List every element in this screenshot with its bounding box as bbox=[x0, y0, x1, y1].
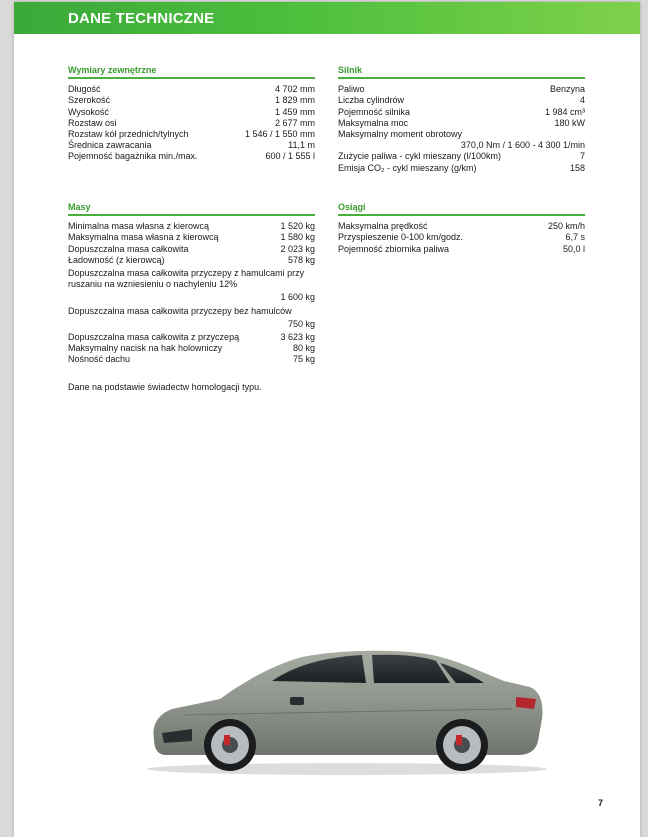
spec-value: Benzyna bbox=[549, 84, 585, 95]
spec-row bbox=[68, 140, 315, 151]
spec-row bbox=[338, 129, 585, 151]
spec-label: Maksymalna moc bbox=[338, 117, 409, 128]
spec-value: 750 kg bbox=[287, 318, 315, 329]
spec-value: 80 kg bbox=[292, 343, 315, 354]
spec-label: Maksymalny moment obrotowy bbox=[338, 129, 463, 140]
spec-row bbox=[68, 107, 315, 118]
spec-value: 50,0 l bbox=[562, 243, 585, 254]
spec-label: Pojemność zbiornika paliwa bbox=[338, 243, 450, 254]
spec-value: 600 / 1 555 l bbox=[265, 151, 315, 162]
spec-value: 250 km/h bbox=[547, 221, 585, 232]
spec-label: Długość bbox=[68, 84, 101, 95]
section-performance bbox=[338, 202, 585, 255]
spec-label: Wysokość bbox=[68, 106, 109, 117]
spec-value: 1 459 mm bbox=[274, 106, 315, 117]
spec-row bbox=[68, 95, 315, 106]
spec-label: Rozstaw kół przednich/tylnych bbox=[68, 129, 189, 140]
spec-label: Nośność dachu bbox=[68, 354, 131, 365]
spec-label: Dopuszczalna masa całkowita przyczepy bez hamulców bbox=[68, 305, 292, 316]
homologation-footnote: Dane na podstawie świadectw homologacji typu. bbox=[68, 382, 262, 392]
spec-label: Zużycie paliwa - cykl mieszany (l/100km) bbox=[338, 151, 502, 162]
spec-row bbox=[68, 268, 315, 304]
spec-label: Maksymalna masa własna z kierowcą bbox=[68, 232, 219, 243]
spec-value: 75 kg bbox=[292, 354, 315, 365]
spec-value: 370,0 Nm / 1 600 - 4 300 1/min bbox=[460, 140, 585, 151]
spec-value: 2 677 mm bbox=[274, 117, 315, 128]
section-title: Wymiary zewnętrzne bbox=[68, 65, 315, 79]
spec-label: Ładowność (z kierowcą) bbox=[68, 254, 165, 265]
spec-value: 1 546 / 1 550 mm bbox=[244, 129, 315, 140]
spec-row bbox=[68, 232, 315, 243]
spec-label: Dopuszczalna masa całkowita przyczepy z hamulcami przy ruszaniu na wzniesieniu o nachyleniu 12% bbox=[68, 268, 305, 290]
section-title: Silnik bbox=[338, 65, 585, 79]
section-masses bbox=[68, 202, 315, 366]
section-engine bbox=[338, 65, 585, 174]
spec-label: Liczba cylindrów bbox=[338, 95, 405, 106]
spec-row bbox=[338, 151, 585, 162]
spec-value: 180 kW bbox=[554, 117, 585, 128]
spec-value: 4 702 mm bbox=[274, 84, 315, 95]
spec-label: Rozstaw osi bbox=[68, 117, 117, 128]
spec-label: Dopuszczalna masa całkowita bbox=[68, 243, 189, 254]
spec-value: 1 829 mm bbox=[274, 95, 315, 106]
spec-row bbox=[68, 255, 315, 266]
spec-row bbox=[338, 232, 585, 243]
spec-row bbox=[68, 84, 315, 95]
spec-value: 158 bbox=[569, 162, 585, 173]
spec-label: Pojemność silnika bbox=[338, 106, 411, 117]
spec-value: 578 kg bbox=[287, 254, 315, 265]
section-title: Osiągi bbox=[338, 202, 585, 216]
document-page bbox=[14, 2, 640, 837]
spec-value: 11,1 m bbox=[288, 140, 315, 151]
spec-row bbox=[68, 151, 315, 162]
spec-label: Dopuszczalna masa całkowita z przyczepą bbox=[68, 332, 240, 343]
spec-row bbox=[338, 118, 585, 129]
spec-row bbox=[68, 354, 315, 365]
section-title: Masy bbox=[68, 202, 315, 216]
spec-row bbox=[338, 163, 585, 174]
spec-value: 1 984 cm³ bbox=[544, 106, 585, 117]
spec-value: 2 023 kg bbox=[280, 243, 315, 254]
spec-label: Maksymalna prędkość bbox=[338, 221, 428, 232]
page-number: 7 bbox=[598, 798, 604, 808]
spec-row bbox=[338, 221, 585, 232]
spec-label: Pojemność bagażnika min./max. bbox=[68, 151, 198, 162]
spec-label: Paliwo bbox=[338, 84, 365, 95]
spec-label: Emisja CO₂ - cykl mieszany (g/km) bbox=[338, 162, 477, 173]
header-banner bbox=[14, 2, 640, 34]
spec-value: 1 600 kg bbox=[280, 292, 315, 303]
spec-row bbox=[68, 306, 315, 330]
spec-row bbox=[338, 84, 585, 95]
spec-value: 6,7 s bbox=[565, 232, 585, 243]
spec-label: Przyspieszenie 0-100 km/godz. bbox=[338, 232, 464, 243]
spec-label: Średnica zawracania bbox=[68, 140, 152, 151]
spec-value: 3 623 kg bbox=[280, 332, 315, 343]
spec-row bbox=[68, 221, 315, 232]
spec-row bbox=[338, 95, 585, 106]
spec-row bbox=[68, 343, 315, 354]
spec-label: Szerokość bbox=[68, 95, 111, 106]
spec-label: Minimalna masa własna z kierowcą bbox=[68, 221, 210, 232]
car-side-image bbox=[132, 637, 572, 777]
spec-value: 4 bbox=[579, 95, 585, 106]
spec-row bbox=[68, 129, 315, 140]
spec-row bbox=[68, 244, 315, 255]
spec-row bbox=[68, 332, 315, 343]
spec-label: Maksymalny nacisk na hak holowniczy bbox=[68, 343, 223, 354]
spec-value: 1 580 kg bbox=[280, 232, 315, 243]
spec-row bbox=[338, 244, 585, 255]
spec-value: 7 bbox=[579, 151, 585, 162]
page-title: DANE TECHNICZNE bbox=[68, 10, 215, 27]
spec-row bbox=[338, 107, 585, 118]
section-dimensions bbox=[68, 65, 315, 163]
spec-value: 1 520 kg bbox=[280, 221, 315, 232]
spec-row bbox=[68, 118, 315, 129]
